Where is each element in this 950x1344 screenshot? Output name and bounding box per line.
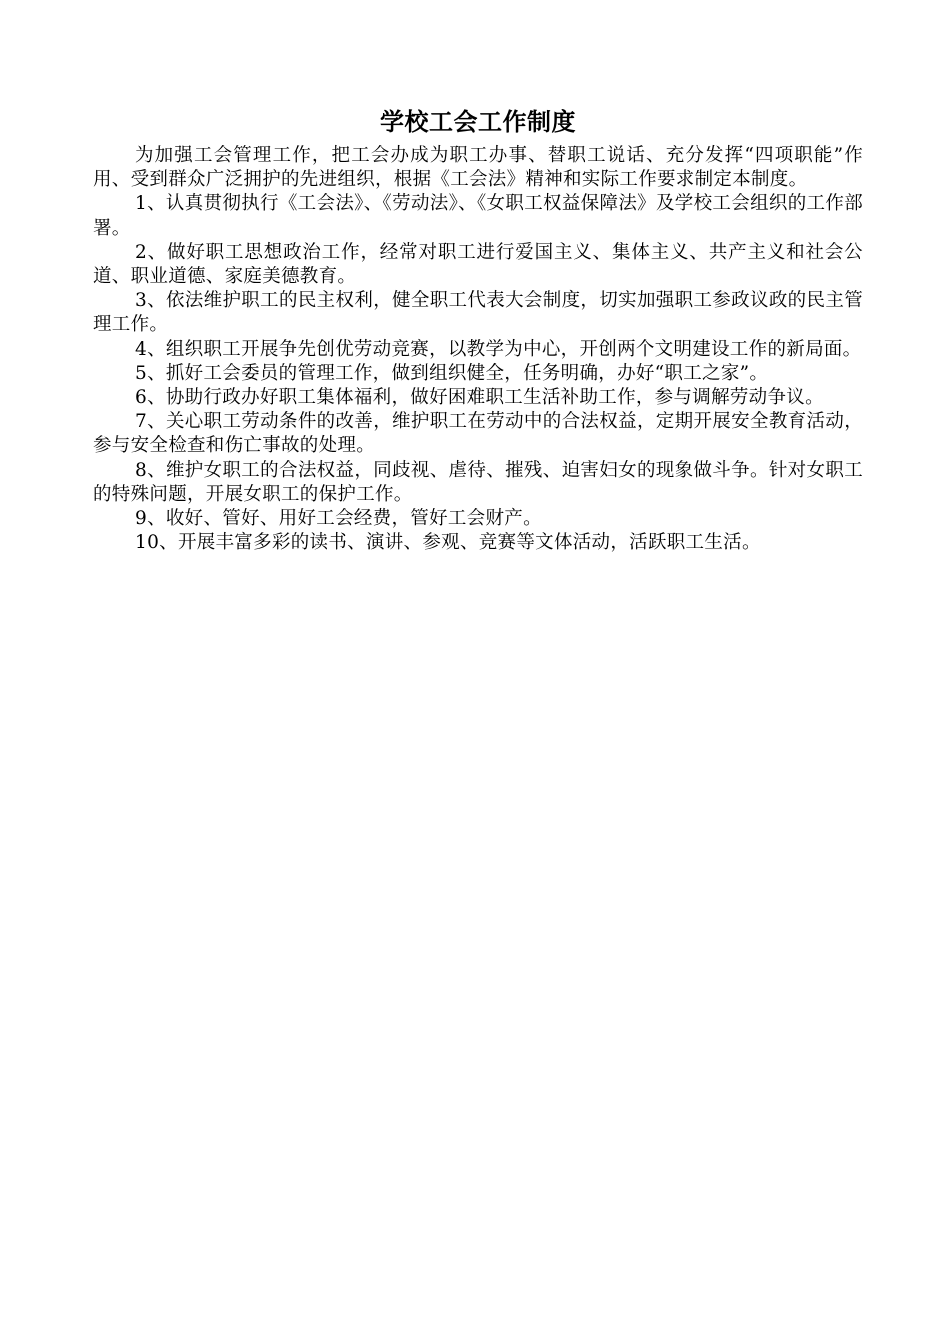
document-title: 学校工会工作制度 [380,107,576,136]
rule-item-5: 5、抓好工会委员的管理工作，做到组织健全，任务明确，办好“职工之家”。 [135,362,769,384]
intro-paragraph: 为加强工会管理工作，把工会办成为职工办事、替职工说话、充分发挥“四项职能”作用、受到群众广泛拥护的先进组织，根据《工会法》精神和实际工作要求制定本制度。 [93,145,863,191]
rule-item-6: 6、协助行政办好职工集体福利，做好困难职工生活补助工作，参与调解劳动争议。 [135,387,824,409]
rule-item-10: 10、开展丰富多彩的读书、演讲、参观、竞赛等文体活动，活跃职工生活。 [135,532,761,554]
document-page [93,104,863,555]
rule-item-3: 3、依法维护职工的民主权利，健全职工代表大会制度，切实加强职工参政议政的民主管理工作。 [93,290,863,336]
rule-item-4: 4、组织职工开展争先创优劳动竞赛，以教学为中心，开创两个文明建设工作的新局面。 [135,338,862,360]
rule-item-8: 8、维护女职工的合法权益，同歧视、虐待、摧残、迫害妇女的现象做斗争。针对女职工的特殊问题，开展女职工的保护工作。 [93,459,863,505]
rule-item-2: 2、做好职工思想政治工作，经常对职工进行爱国主义、集体主义、共产主义和社会公道、职业道德、家庭美德教育。 [93,241,863,288]
rule-item-1: 1、认真贯彻执行《工会法》、《劳动法》、《女职工权益保障法》及学校工会组织的工作部署。 [93,193,863,239]
rule-item-9: 9、收好、管好、用好工会经费，管好工会财产。 [135,508,542,530]
rule-item-7: 7、关心职工劳动条件的改善，维护职工在劳动中的合法权益，定期开展安全教育活动，参与安全检查和伤亡事故的处理。 [93,411,863,457]
